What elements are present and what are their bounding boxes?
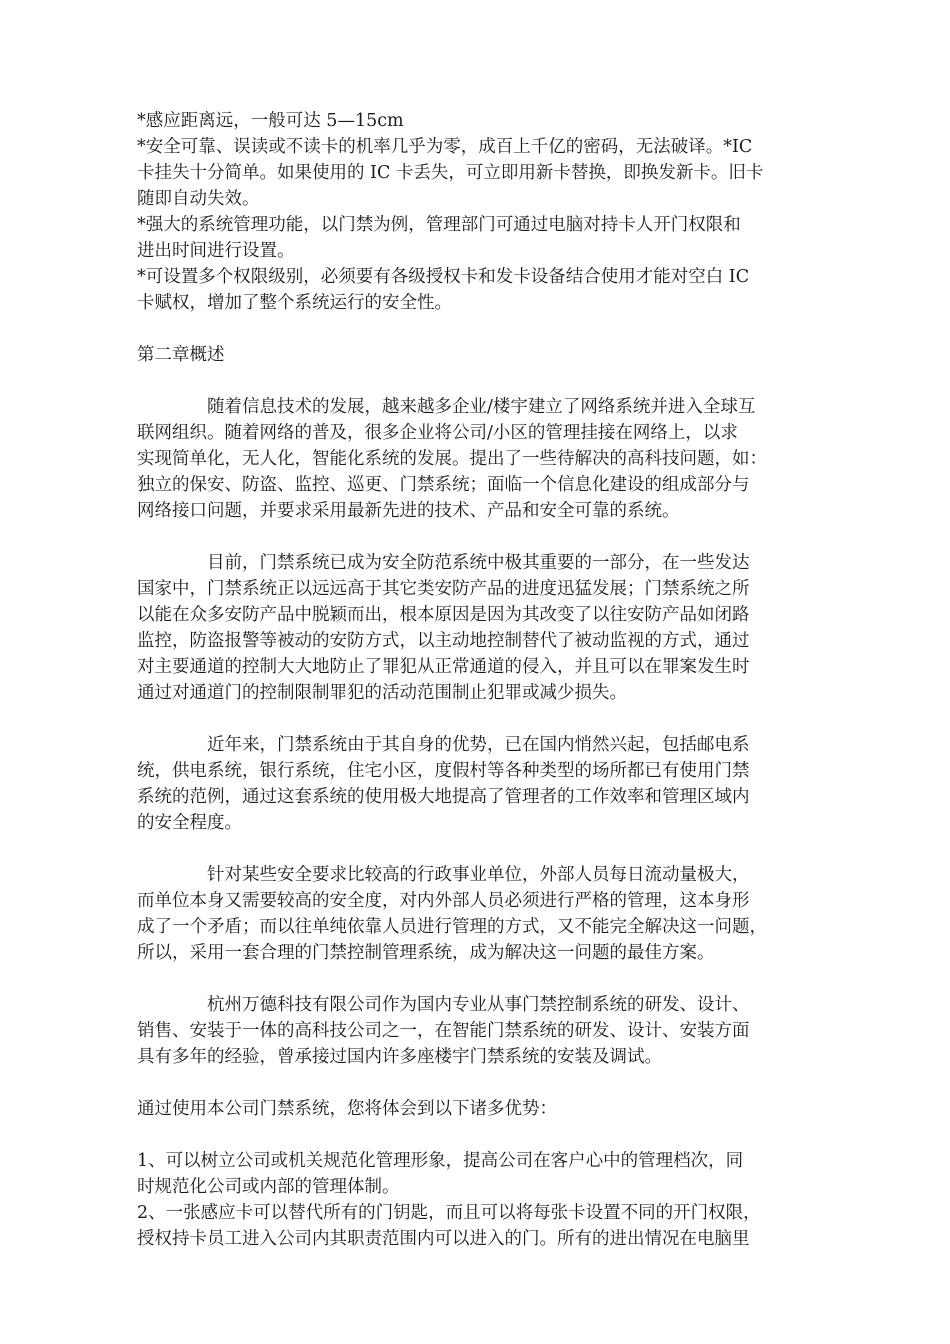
- advantage-line: 授权持卡员工进入公司内其职责范围内可以进入的门。所有的进出情况在电脑里: [137, 1229, 750, 1249]
- paragraph-line: 销售、安装于一体的高科技公司之一，在智能门禁系统的研发、设计、安装方面: [137, 1021, 750, 1041]
- advantages-intro: 通过使用本公司门禁系统，您将体会到以下诸多优势：: [137, 1099, 557, 1119]
- feature-line: *强大的系统管理功能，以门禁为例，管理部门可通过电脑对持卡人开门权限和: [137, 215, 741, 235]
- advantage-line: 1、可以树立公司或机关规范化管理形象，提高公司在客户心中的管理档次，同: [137, 1151, 744, 1171]
- feature-line: *感应距离远，一般可达 5—15cm: [137, 111, 404, 131]
- paragraph-line: 国家中，门禁系统正以远远高于其它类安防产品的进度迅猛发展；门禁系统之所: [137, 579, 750, 599]
- paragraph-first-line: 近年来，门禁系统由于其自身的优势，已在国内悄然兴起，包括邮电系: [207, 735, 750, 755]
- paragraph-line: 监控，防盗报警等被动的安防方式，以主动地控制替代了被动监视的方式，通过: [137, 631, 750, 651]
- paragraph-4: [137, 862, 827, 966]
- paragraph-first-line: 针对某些安全要求比较高的行政事业单位，外部人员每日流动量极大，: [207, 865, 750, 885]
- advantage-line: 2、一张感应卡可以替代所有的门钥匙，而且可以将每张卡设置不同的开门权限，: [137, 1203, 761, 1223]
- paragraph-line: 所以，采用一套合理的门禁控制管理系统，成为解决这一问题的最佳方案。: [137, 943, 715, 963]
- paragraph-2: [137, 550, 827, 706]
- paragraph-line: 统，供电系统，银行系统，住宅小区，度假村等各种类型的场所都已有使用门禁: [137, 761, 750, 781]
- feature-line: *可设置多个权限级别，必须要有各级授权卡和发卡设备结合使用才能对空白 IC: [137, 267, 750, 287]
- paragraph-line: 独立的保安、防盗、监控、巡更、门禁系统；面临一个信息化建设的组成部分与: [137, 475, 750, 495]
- chapter-title: 第二章概述: [137, 345, 225, 365]
- paragraph-line: 网络接口问题，并要求采用最新先进的技术、产品和安全可靠的系统。: [137, 501, 680, 521]
- advantages-list: [137, 1148, 827, 1252]
- feature-line: *安全可靠、误读或不读卡的机率几乎为零，成百上千亿的密码，无法破译。*IC: [137, 137, 753, 157]
- paragraph-5: [137, 992, 827, 1070]
- feature-line: 随即自动失效。: [137, 189, 260, 209]
- paragraph-line: 通过对通道门的控制限制罪犯的活动范围制止犯罪或减少损失。: [137, 683, 627, 703]
- paragraph-1: [137, 394, 827, 524]
- paragraph-line: 实现简单化，无人化，智能化系统的发展。提出了一些待解决的高科技问题，如：: [137, 449, 767, 469]
- feature-line: 进出时间进行设置。: [137, 241, 295, 261]
- feature-line: 卡赋权，增加了整个系统运行的安全性。: [137, 293, 452, 313]
- document-body: [137, 108, 827, 1252]
- paragraph-first-line: 杭州万德科技有限公司作为国内专业从事门禁控制系统的研发、设计、: [207, 995, 750, 1015]
- paragraph-line: 联网组织。随着网络的普及，很多企业将公司/小区的管理挂接在网络上，以求: [137, 423, 738, 443]
- paragraph-line: 对主要通道的控制大大地防止了罪犯从正常通道的侵入，并且可以在罪案发生时: [137, 657, 750, 677]
- paragraph-line: 的安全程度。: [137, 813, 242, 833]
- paragraph-3: [137, 732, 827, 836]
- paragraph-line: 以能在众多安防产品中脱颖而出，根本原因是因为其改变了以往安防产品如闭路: [137, 605, 750, 625]
- feature-line: 卡挂失十分简单。如果使用的 IC 卡丢失，可立即用新卡替换，即换发新卡。旧卡: [137, 163, 764, 183]
- paragraph-first-line: 目前，门禁系统已成为安全防范系统中极其重要的一部分，在一些发达: [207, 553, 750, 573]
- paragraph-line: 具有多年的经验，曾承接过国内许多座楼宇门禁系统的安装及调试。: [137, 1047, 662, 1067]
- paragraph-first-line: 随着信息技术的发展，越来越多企业/楼宇建立了网络系统并进入全球互: [207, 397, 756, 417]
- feature-list: [137, 108, 827, 316]
- paragraph-line: 系统的范例，通过这套系统的使用极大地提高了管理者的工作效率和管理区域内: [137, 787, 750, 807]
- advantage-line: 时规范化公司或内部的管理体制。: [137, 1177, 400, 1197]
- paragraph-line: 成了一个矛盾；而以往单纯依靠人员进行管理的方式，又不能完全解决这一问题，: [137, 917, 767, 937]
- paragraph-line: 而单位本身又需要较高的安全度，对内外部人员必须进行严格的管理，这本身形: [137, 891, 750, 911]
